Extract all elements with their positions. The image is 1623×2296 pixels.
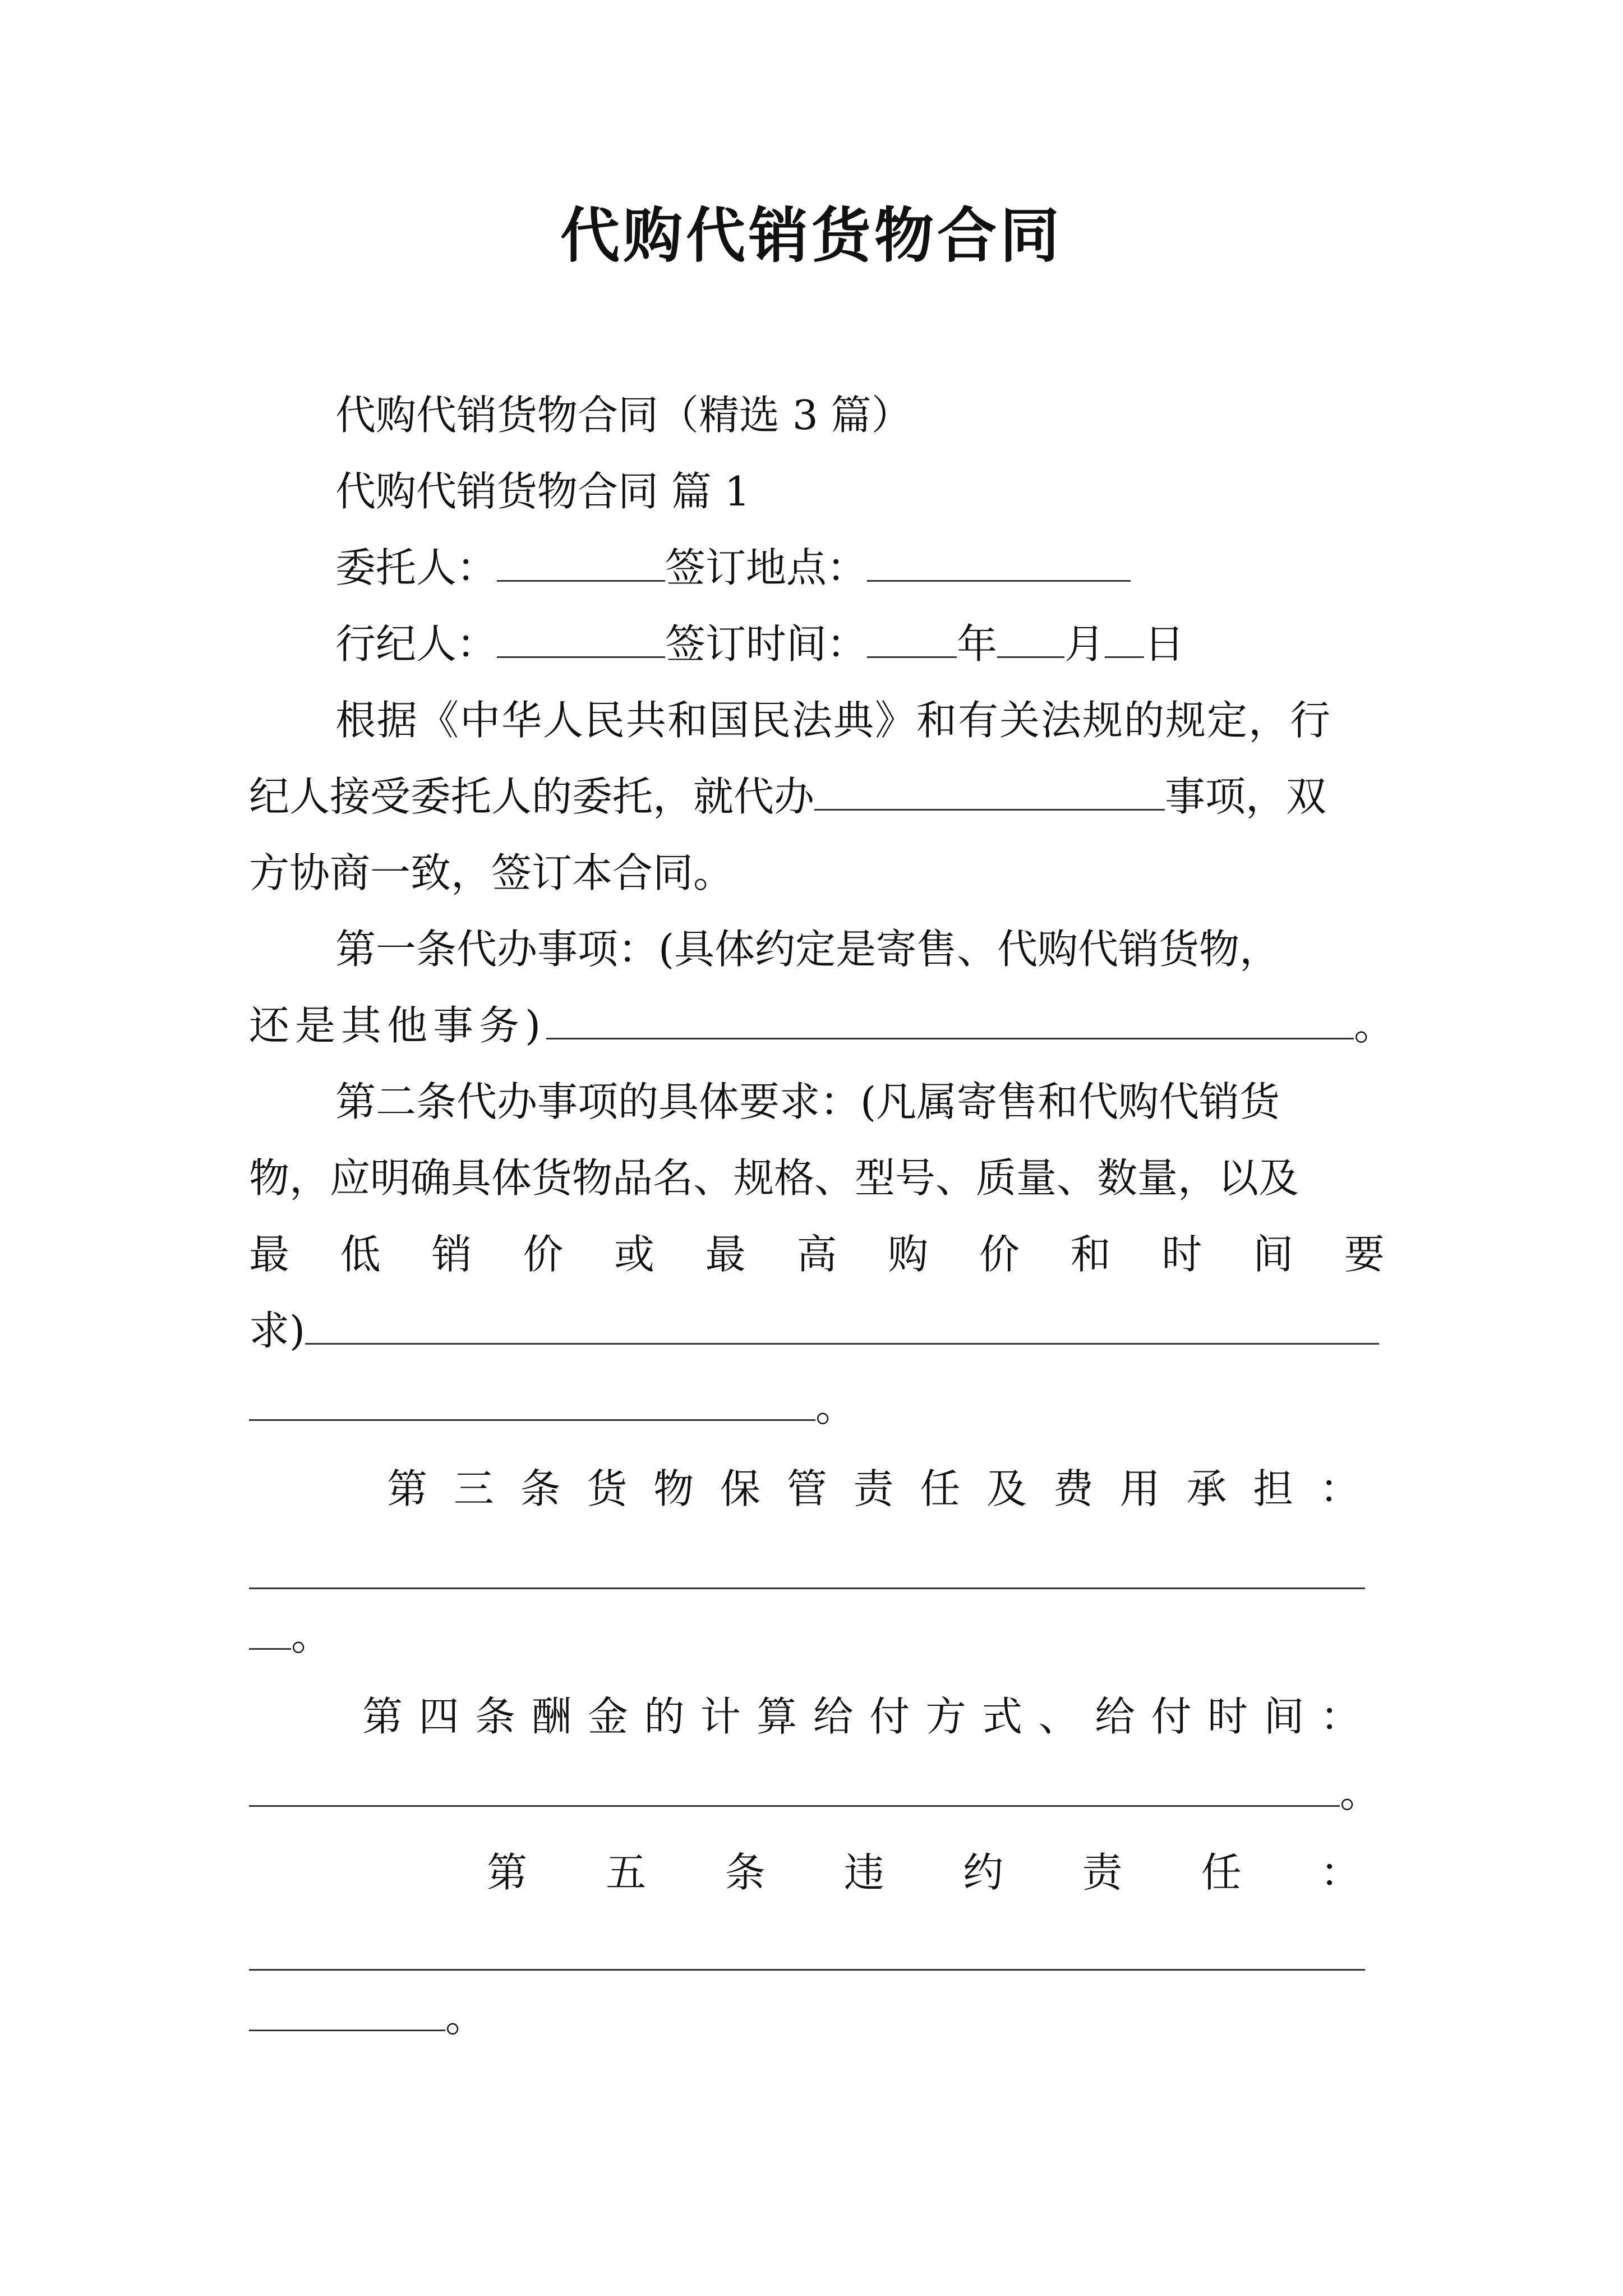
article-5-char: 第 — [487, 1849, 528, 1896]
article-4-blank — [249, 1765, 1340, 1807]
article-4-char: 第 — [362, 1693, 403, 1740]
article-2-line-3-char: 高 — [796, 1231, 837, 1278]
article-2-line-2: 物，应明确具体货物品名、规格、型号、质量、数量，以及 — [249, 1154, 1299, 1202]
article-5-char: 五 — [606, 1849, 647, 1896]
article-4-char: 算 — [757, 1693, 797, 1740]
article-5-blank-2 — [249, 1989, 445, 2031]
article-4-char: 金 — [587, 1693, 628, 1740]
article-5-period: 。 — [445, 1994, 486, 2041]
intro-line-1: 根据《中华人民共和国民法典》和有关法规的规定，行 — [335, 697, 1332, 744]
article-2-line-3-char: 最 — [705, 1231, 746, 1278]
article-1-blank — [546, 997, 1354, 1039]
article-3-char: 货 — [587, 1465, 628, 1512]
article-1-line-2-text: 还是其他事务) — [249, 1002, 547, 1049]
matter-blank — [814, 769, 1165, 811]
article-3-char: 用 — [1119, 1465, 1160, 1512]
article-4-char: 条 — [474, 1693, 515, 1740]
article-4-char: 四 — [418, 1693, 459, 1740]
article-2-line-3 — [249, 1226, 1385, 1282]
article-3-char: 第 — [387, 1465, 428, 1512]
day-blank — [1105, 616, 1144, 658]
document-subtitle: 代购代销货物合同（精选 3 篇） — [335, 392, 912, 439]
article-4-heading — [362, 1688, 1361, 1745]
article-2-line-3-char: 低 — [340, 1231, 381, 1278]
article-3-char: 责 — [853, 1465, 894, 1512]
sign-time-label: 签订时间： — [665, 620, 868, 668]
article-2-line-3-char: 价 — [979, 1231, 1020, 1278]
article-3-heading — [387, 1461, 1360, 1517]
article-4-char: 给 — [1095, 1693, 1136, 1740]
article-4-char: 时 — [1207, 1693, 1248, 1740]
article-1-line-2 — [249, 997, 1400, 1053]
article-3-char: 费 — [1053, 1465, 1094, 1512]
year-blank — [867, 616, 957, 658]
article-2-line-3-char: 最 — [249, 1231, 290, 1278]
document-title: 代购代销货物合同 — [560, 200, 1063, 270]
article-3-char: 担 — [1253, 1465, 1294, 1512]
article-3-period: 。 — [291, 1612, 332, 1659]
article-4-char: 酬 — [531, 1693, 572, 1740]
article-1-line-1: 第一条代办事项：(具体约定是寄售、代购代销货物， — [335, 926, 1280, 973]
intro-line-2 — [249, 769, 1326, 825]
article-4-char: 式 — [982, 1693, 1023, 1740]
intro-line-3: 方协商一致，签订本合同。 — [249, 849, 734, 896]
article-4-char: 付 — [869, 1693, 910, 1740]
article-2-line-3-char: 和 — [1070, 1231, 1111, 1278]
month-blank — [997, 616, 1064, 658]
article-2-line-3-char: 时 — [1161, 1231, 1202, 1278]
article-2-line-4-text: 求) — [249, 1307, 306, 1354]
article-3-char: 三 — [453, 1465, 494, 1512]
article-3-char: 管 — [786, 1465, 827, 1512]
article-2-blank-2 — [249, 1379, 815, 1421]
broker-label: 行纪人： — [335, 620, 497, 668]
article-3-char: ： — [1319, 1465, 1360, 1512]
article-2-line-1: 第二条代办事项的具体要求：(凡属寄售和代购代销货 — [335, 1078, 1280, 1125]
article-2-line-3-char: 销 — [431, 1231, 472, 1278]
year-label: 年 — [957, 620, 998, 668]
article-5-heading — [487, 1844, 1361, 1901]
article-5-char: 责 — [1082, 1849, 1123, 1896]
article-2-blank-1 — [305, 1303, 1379, 1345]
month-label: 月 — [1064, 620, 1105, 668]
article-4-char: 给 — [813, 1693, 854, 1740]
article-3-blank-2 — [249, 1608, 291, 1650]
article-4-char: 付 — [1151, 1693, 1192, 1740]
article-2-line-5 — [249, 1379, 856, 1435]
article-5-char: ： — [1320, 1849, 1361, 1896]
sign-place-blank — [867, 540, 1131, 582]
broker-blank — [497, 616, 665, 658]
article-4-char: 间 — [1264, 1693, 1304, 1740]
intro-line-2b: 事项，双 — [1165, 773, 1327, 820]
client-row — [335, 540, 1131, 596]
day-label: 日 — [1144, 620, 1185, 668]
article-2-line-4 — [249, 1303, 1379, 1359]
article-3-blank-1 — [249, 1588, 1365, 1589]
article-5-char: 约 — [963, 1849, 1004, 1896]
article-2-line-3-char: 间 — [1253, 1231, 1294, 1278]
article-2-line-3-char: 要 — [1344, 1231, 1385, 1278]
article-4-line-2 — [249, 1765, 1380, 1821]
article-2-line-3-char: 购 — [888, 1231, 929, 1278]
article-5-line-3 — [249, 1989, 486, 2045]
article-3-char: 任 — [920, 1465, 961, 1512]
article-5-char: 条 — [725, 1849, 766, 1896]
article-3-char: 承 — [1186, 1465, 1227, 1512]
article-4-char: 的 — [644, 1693, 685, 1740]
article-4-char: 方 — [925, 1693, 966, 1740]
article-2-period: 。 — [815, 1383, 856, 1430]
article-2-line-3-char: 价 — [523, 1231, 564, 1278]
article-3-line-3 — [249, 1608, 331, 1664]
broker-row — [335, 616, 1184, 672]
article-3-char: 物 — [653, 1465, 694, 1512]
article-4-char: 、 — [1038, 1693, 1079, 1740]
section-heading: 代购代销货物合同 篇 1 — [335, 468, 750, 515]
article-3-char: 保 — [720, 1465, 760, 1512]
article-3-char: 条 — [520, 1465, 561, 1512]
article-4-period: 。 — [1340, 1769, 1381, 1816]
article-3-char: 及 — [986, 1465, 1027, 1512]
sign-place-label: 签订地点： — [665, 544, 868, 591]
article-2-line-3-char: 或 — [614, 1231, 654, 1278]
article-5-blank-1 — [249, 1969, 1365, 1971]
article-4-char: 计 — [700, 1693, 741, 1740]
article-1-period: 。 — [1354, 1002, 1400, 1049]
intro-line-2a: 纪人接受委托人的委托，就代办 — [249, 773, 815, 820]
article-5-char: 任 — [1201, 1849, 1242, 1896]
client-label: 委托人： — [335, 544, 497, 591]
client-blank — [497, 540, 665, 582]
article-4-char: ： — [1320, 1693, 1361, 1740]
article-5-char: 违 — [843, 1849, 884, 1896]
